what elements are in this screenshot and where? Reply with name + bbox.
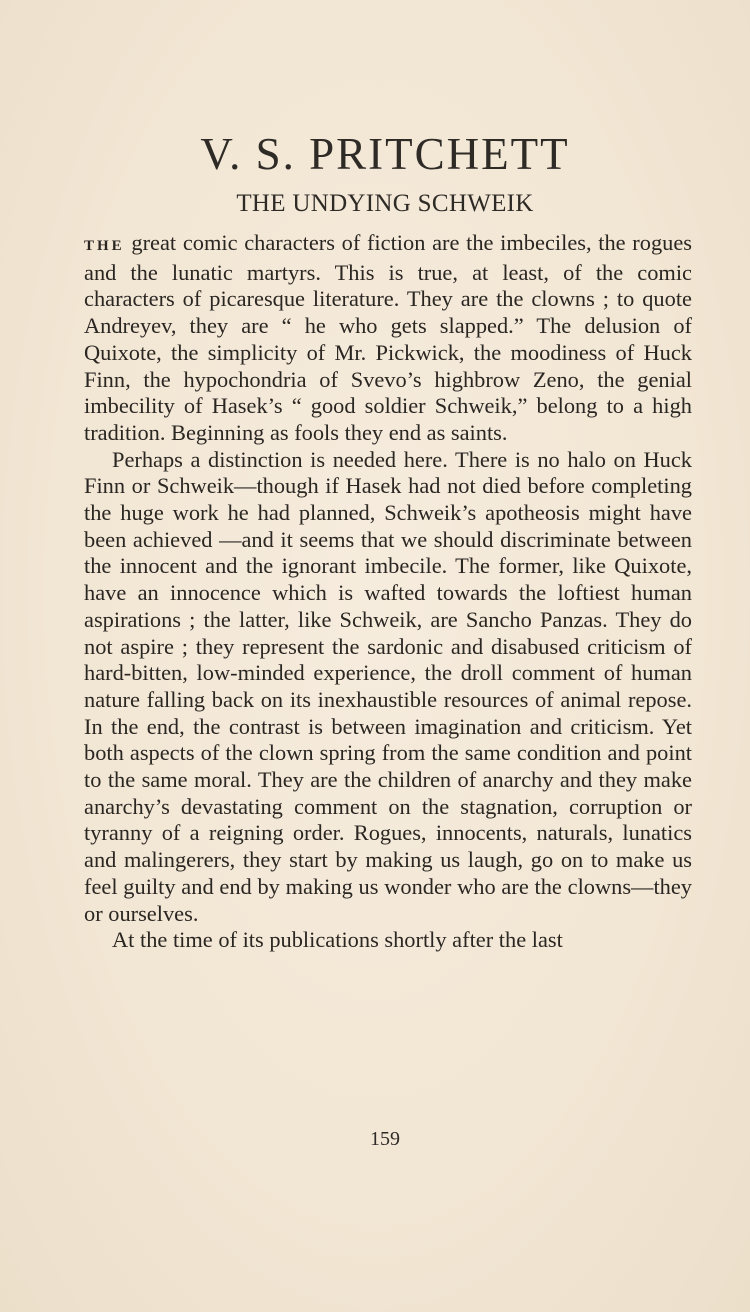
paragraph-1-text: great comic characters of fiction are the imbeciles, the rogues and the lunatic martyrs. This is true, at least, of the comic characters of picaresque literature. They are the clowns ; to quote Andreyev, they are “ he who gets slapped.” The delusion of Quixote, the simplicity of Mr. Pickwick, the moodiness of Huck Finn, the hypochondria of Svevo’s highbrow Zeno, the genial imbecility of Hasek’s “ good soldier Schweik,” belong to a high tradition. Beginning as fools they end as saints. [84,230,692,445]
author-heading: V. S. PRITCHETT [200,129,570,179]
paragraph-3: At the time of its publications shortly after the last [112,927,563,953]
paragraph-1 [84,230,692,447]
page-number: 159 [370,1128,400,1150]
essay-title: THE UNDYING SCHWEIK [236,190,534,217]
essay-body [84,230,692,954]
lead-small-caps: THE [84,238,125,254]
paragraph-2: Perhaps a distinction is needed here. There is no halo on Huck Finn or Schweik—though if Hasek had not died before completing the huge work he had planned, Schweik’s apotheosis might have been achieved —and it seems that we should discriminate between the innocent and the ignorant imbecile. The former, like Quixote, have an innocence which is wafted towards the loftiest human aspirations ; the latter, like Schweik, are Sancho Panzas. They do not aspire ; they represent the sardonic and disabused criticism of hard-bitten, low-minded experience, the droll comment of human nature falling back on its inexhaustible resources of animal repose. In the end, the contrast is between imagination and criticism. Yet both aspects of the clown spring from the same condition and point to the same moral. They are the children of anarchy and they make anarchy’s devastating comment on the stagnation, corruption or tyranny of a reigning order. Rogues, innocents, naturals, lunatics and malingerers, they start by making us laugh, go on to make us feel guilty and end by making us wonder who are the clowns—they or ourselves. [84,446,692,926]
